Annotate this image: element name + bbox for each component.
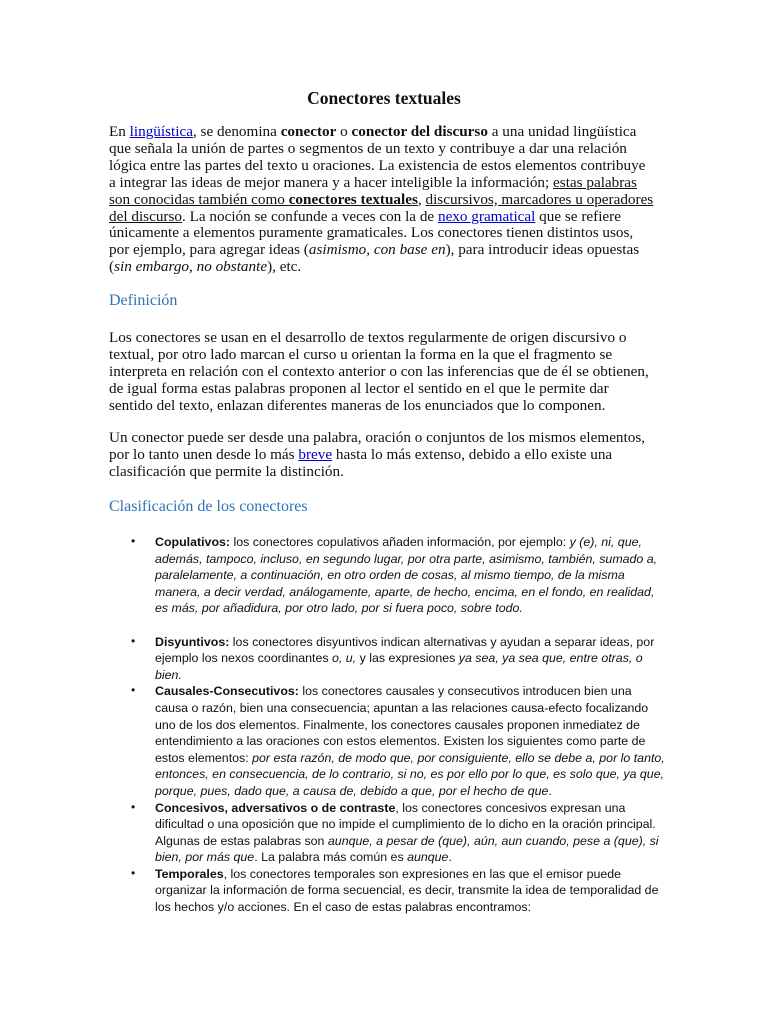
list-item-causales: • Causales-Consecutivos: los conectores causales y consecutivos introducen bien una causa o razón, bien una consecuencia; apuntan a las relaciones causa-efecto focalizando uno de los dos elementos. Finalmente, los conectores causales proponen inmediatez de entendimiento a las oraciones con estos elementos. Existen los siguientes como parte de estos elementos: por esta razón, de modo que, por consiguiente, ello se debe a, por lo tanto, entonces, en consecuencia, de lo contrario, si no, es por ello por lo que, es solo que, ya que, porque, pues, dado que, a causa de, debido a que, por el hecho de que. bbox=[131, 683, 665, 798]
list-item-copulativos: • Copulativos: los conectores copulativos añaden información, por ejemplo: y (e), ni, que, además, tampoco, incluso, en segundo lugar, por otra parte, asimismo, también, sumado a, paralelamente, a continuación, en otro orden de cosas, al mismo tiempo, de la misma manera, a decir verdad, análogamente, aparte, de hecho, encima, en el fondo, en realidad, es más, por añadidura, por otro lado, por si fuera poco, sobre todo. bbox=[131, 534, 658, 616]
link-breve[interactable]: breve bbox=[298, 445, 333, 463]
bullet-icon: • bbox=[131, 799, 136, 814]
list-item-temporales: • Temporales, los conectores temporales son expresiones en las que el emisor puede organizar la información de forma secuencial, es decir, transmite la idea de temporalidad de los hechos y/o acciones. En el caso de estas palabras encontramos: bbox=[131, 865, 659, 915]
document-title: Conectores textuales bbox=[307, 88, 461, 108]
list-item-disyuntivos: • Disyuntivos: los conectores disyuntivos indican alternativas y ayudan a separar ideas, por ejemplo los nexos coordinantes o, u, y las expresiones ya sea, ya sea que, entre otras, o bien. bbox=[131, 633, 655, 682]
list-item-concesivos: • Concesivos, adversativos o de contraste, los conectores concesivos expresan una dificultad o una oposición que no impide el cumplimiento de lo dicho en la oración principal. Algunas de estas palabras son aunque, a pesar de (que), aún, aun cuando, pese a (que), si bien, por más que. La palabra más común es aunque. bbox=[131, 799, 659, 865]
link-nexo-gramatical[interactable]: nexo gramatical bbox=[437, 207, 536, 225]
bullet-icon: • bbox=[131, 683, 136, 698]
intro-paragraph: En lingüística, se denomina conector o conector del discurso a una unidad lingüística que señala la unión de partes o segmentos de un texto y contribuye a dar una relación lógica entre las partes del texto u oraciones. La existencia de estos elementos contribuye a integrar las ideas de mejor manera y a hacer inteligible la información; estas palabras son conocidas también como conectores textuales, discursivos, marcadores u operadores del discurso. La noción se confunde a veces con la de nexo gramatical que se refiere únicamente a elementos puramente gramaticales. Los conectores tienen distintos usos, por ejemplo, para agregar ideas (asimismo, con base en), para introducir ideas opuestas (sin embargo, no obstante), etc. bbox=[109, 123, 654, 276]
definicion-paragraph: Los conectores se usan en el desarrollo de textos regularmente de origen discursivo o textual, por otro lado marcan el curso u orientan la forma en la que el fragmento se interpreta en relación con el contexto anterior o con las inferencias que de él se obtienen, de igual forma estas palabras proponen al lector el sentido en el que le permite dar sentido del texto, enlazan diferentes maneras de los enunciados que lo componen. bbox=[109, 329, 649, 414]
heading-clasificacion: Clasificación de los conectores bbox=[109, 498, 308, 515]
bullet-icon: • bbox=[131, 865, 136, 880]
heading-definicion: Definición bbox=[109, 292, 178, 309]
connector-list bbox=[109, 534, 667, 916]
bullet-icon: • bbox=[131, 633, 136, 648]
link-linguistica[interactable]: lingüística bbox=[129, 123, 193, 140]
bullet-icon: • bbox=[131, 534, 136, 548]
conector-paragraph: Un conector puede ser desde una palabra, oración o conjuntos de los mismos elementos, por lo tanto unen desde lo más breve hasta lo más extenso, debido a ello existe una clasificación que permite la distinción. bbox=[109, 429, 646, 480]
